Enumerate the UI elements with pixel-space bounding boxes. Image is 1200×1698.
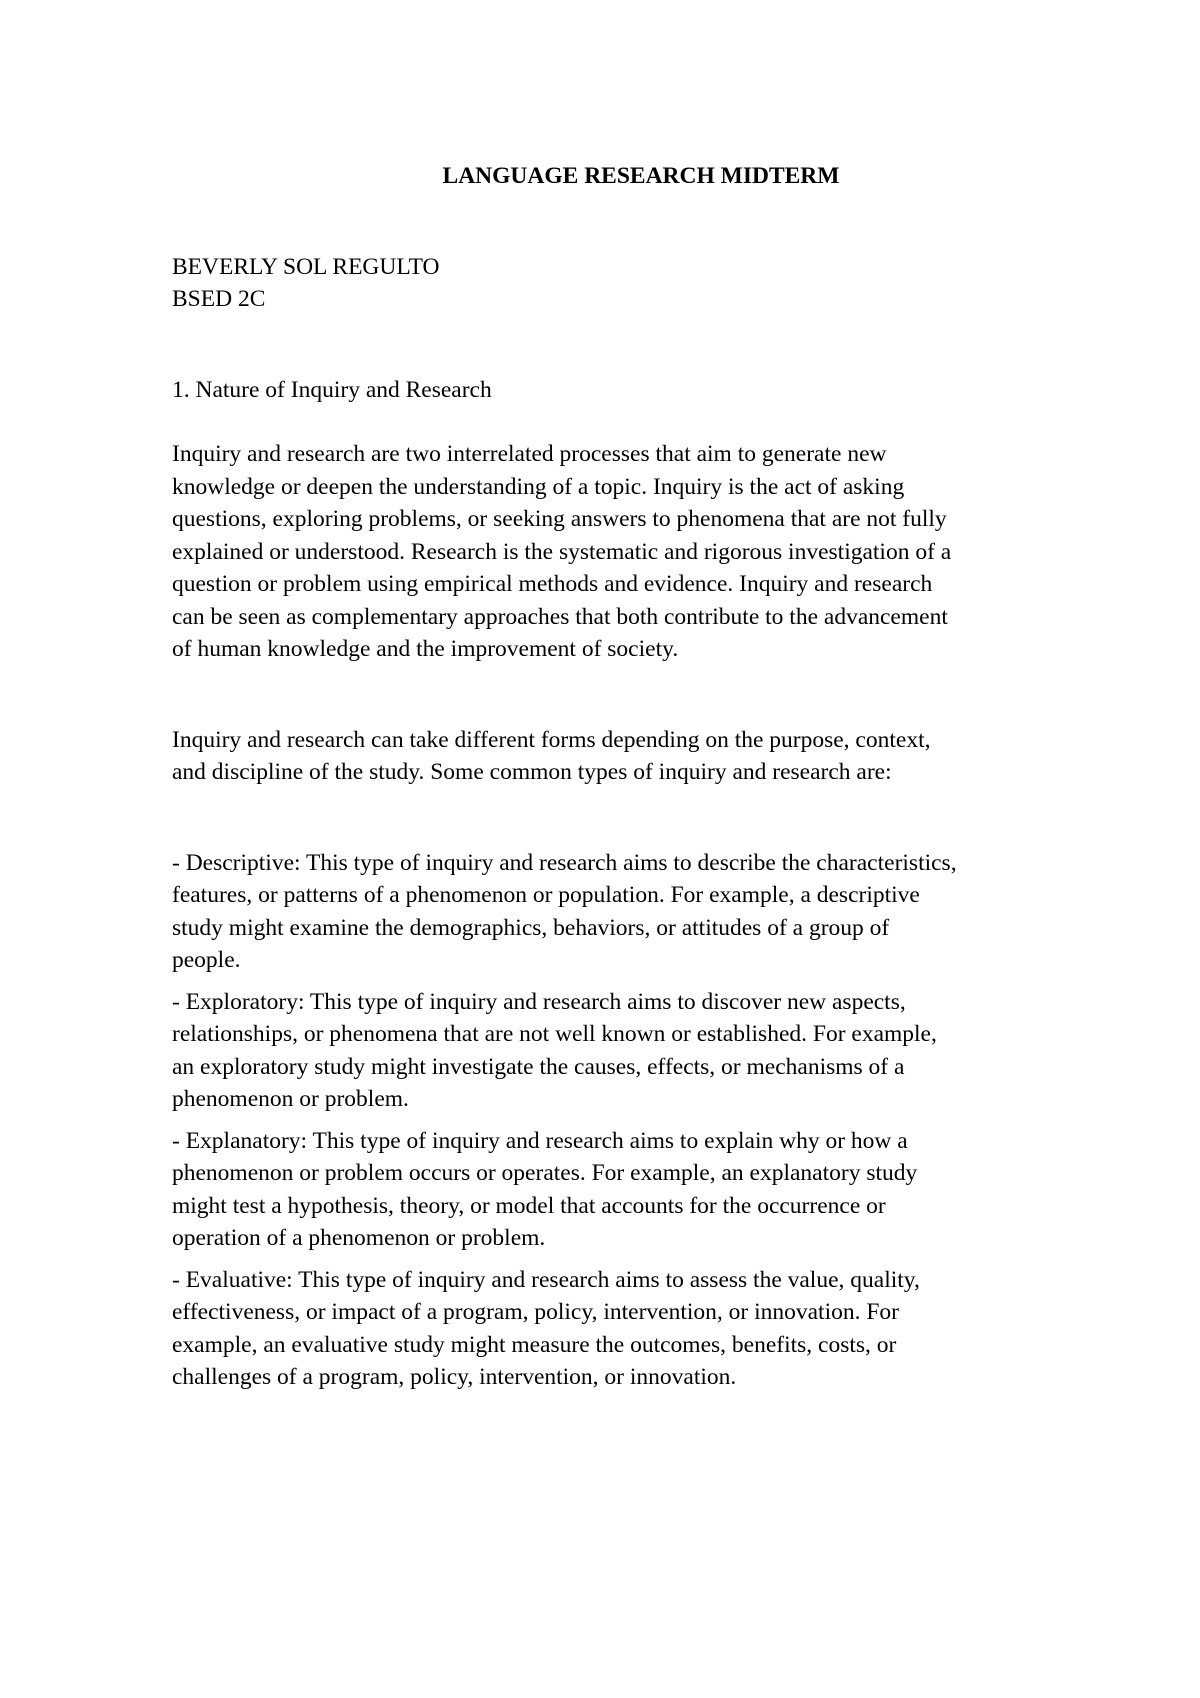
paragraph-line: Inquiry and research can take different forms depending on the purpose, context,: [172, 726, 931, 753]
paragraph-line: explained or understood. Research is the systematic and rigorous investigation of a: [172, 538, 952, 565]
bullet-line: operation of a phenomenon or problem.: [172, 1225, 546, 1251]
spacer: [172, 666, 1132, 724]
bullet-line: - Exploratory: This type of inquiry and research aims to discover new aspects,: [172, 988, 906, 1015]
paragraph-line: can be seen as complementary approaches that both contribute to the advancement: [172, 603, 948, 630]
paragraph-line: question or problem using empirical methods and evidence. Inquiry and research: [172, 571, 933, 597]
type-descriptive: [172, 847, 1132, 977]
section-heading: 1. Nature of Inquiry and Research: [172, 376, 492, 403]
bullet-line: - Explanatory: This type of inquiry and research aims to explain why or how a: [172, 1127, 908, 1154]
bullet-line: effectiveness, or impact of a program, policy, intervention, or innovation. For: [172, 1299, 899, 1325]
type-exploratory: [172, 986, 1132, 1116]
class-section: BSED 2C: [172, 286, 266, 312]
type-evaluative: [172, 1264, 1132, 1394]
bullet-line: relationships, or phenomena that are not well known or established. For example,: [172, 1021, 937, 1047]
bullet-line: phenomenon or problem.: [172, 1086, 409, 1112]
bullet-line: study might examine the demographics, behaviors, or attitudes of a group of: [172, 914, 890, 941]
bullet-line: phenomenon or problem occurs or operates. For example, an explanatory study: [172, 1160, 918, 1186]
paragraph-types-intro: [172, 724, 1132, 789]
bullet-line: an exploratory study might investigate the causes, effects, or mechanisms of a: [172, 1053, 905, 1080]
bullet-line: features, or patterns of a phenomenon or population. For example, a descriptive: [172, 882, 920, 908]
author-name: BEVERLY SOL REGULTO: [172, 253, 440, 280]
bullet-line: - Descriptive: This type of inquiry and research aims to describe the characteristics,: [172, 849, 957, 876]
paragraph-nature: [172, 438, 1132, 666]
spacer: [172, 789, 1132, 847]
document-title: LANGUAGE RESEARCH MIDTERM: [442, 163, 840, 189]
document-body: [172, 160, 1132, 1403]
bullet-line: example, an evaluative study might measure the outcomes, benefits, costs, or: [172, 1331, 897, 1358]
bullet-line: people.: [172, 947, 241, 973]
bullet-line: challenges of a program, policy, intervention, or innovation.: [172, 1364, 737, 1390]
type-explanatory: [172, 1125, 1132, 1255]
paragraph-line: and discipline of the study. Some common types of inquiry and research are:: [172, 759, 892, 785]
bullet-line: - Evaluative: This type of inquiry and research aims to assess the value, quality,: [172, 1266, 920, 1293]
bullet-line: might test a hypothesis, theory, or model that accounts for the occurrence or: [172, 1192, 886, 1219]
paragraph-line: knowledge or deepen the understanding of a topic. Inquiry is the act of asking: [172, 473, 905, 500]
paragraph-line: questions, exploring problems, or seeking answers to phenomena that are not fully: [172, 506, 947, 532]
paragraph-line: of human knowledge and the improvement of society.: [172, 636, 679, 662]
paragraph-line: Inquiry and research are two interrelated processes that aim to generate new: [172, 441, 887, 467]
